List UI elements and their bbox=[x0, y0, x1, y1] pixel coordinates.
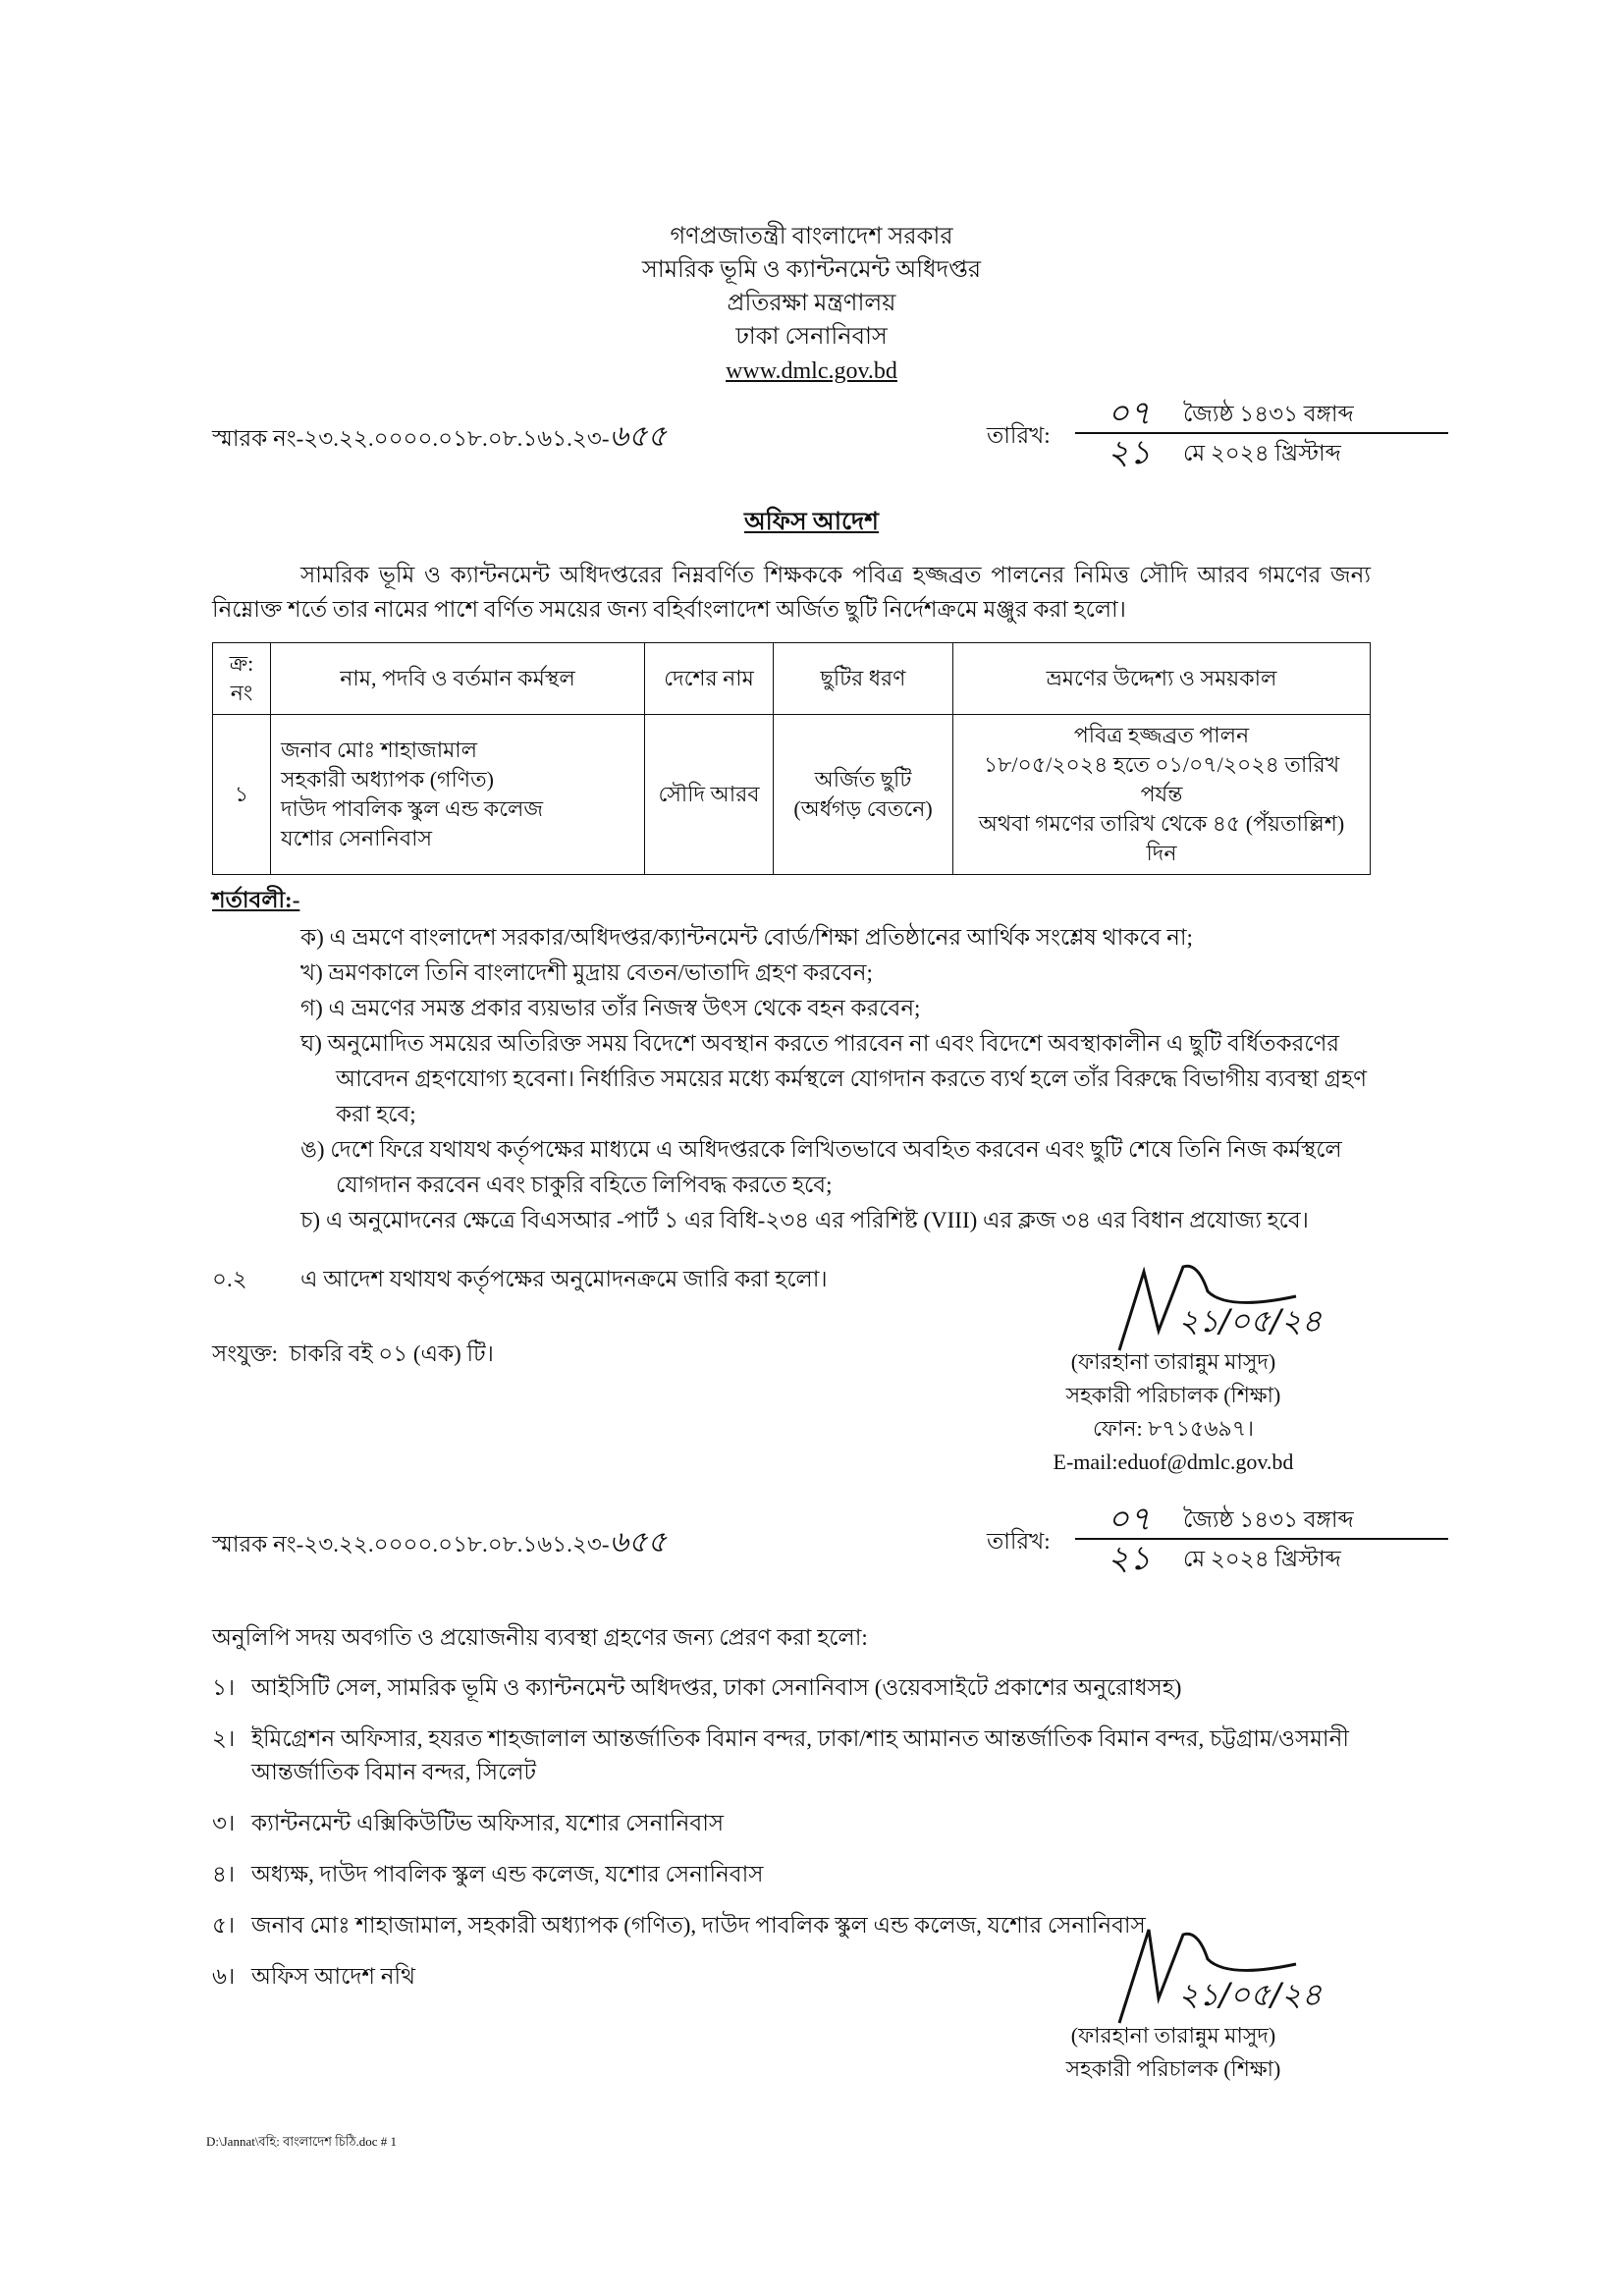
header-line: ঢাকা সেনানিবাস bbox=[735, 324, 888, 350]
signatory-phone: ফোন: ৮৭১৫৬৯৭। bbox=[1092, 1416, 1254, 1441]
handwritten-signature-date: ২১/০৫/২৪ bbox=[1178, 1976, 1323, 2013]
list-item bbox=[212, 1960, 899, 1994]
list-number: ৫। bbox=[212, 1913, 236, 1938]
leave-type: অর্জিত ছুটি bbox=[814, 767, 912, 792]
memo-number-text: স্মারক নং-২৩.২২.০০০০.০১৮.০৮.১৬১.২৩- bbox=[212, 1532, 610, 1557]
handwritten-memo-suffix: ৬৫৫ bbox=[609, 419, 667, 454]
list-item bbox=[212, 1671, 1371, 1705]
condition-item: ঙ) দেশে ফিরে যথাযথ কর্তৃপক্ষের মাধ্যমে এ অধিদপ্তরকে লিখিতভাবে অবহিত করবেন এবং ছুটি শেষে তিনি নিজ কর্মস্থলে যোগদান করবেন এবং চাকুরি বহিতে লিপিবদ্ধ করতে হবে; bbox=[300, 1137, 1342, 1197]
handwritten-day-bengali: ০৭ bbox=[1107, 1500, 1152, 1539]
column-header: দেশের নাম bbox=[645, 643, 774, 715]
header-line: গণপ্রজাতন্ত্রী বাংলাদেশ সরকার bbox=[670, 224, 953, 249]
serial-cell: ১ bbox=[213, 715, 271, 875]
bengali-month-year: জ্যৈষ্ঠ ১৪৩১ বঙ্গাব্দ bbox=[1183, 402, 1354, 426]
period-alt: অথবা গমণের তারিখ থেকে ৪৫ (পঁয়তাল্লিশ) দিন bbox=[978, 811, 1345, 865]
intro-paragraph: সামরিক ভূমি ও ক্যান্টনমেন্ট অধিদপ্তরের নিম্নবর্ণিত শিক্ষককে পবিত্র হজ্জব্রত পালনের নিমিত্ত সৌদি আরব গমণের জন্য নিম্নোক্ত শর্তে তার নামের পাশে বর্ণিত সময়ের জন্য বহির্বাংলাদেশ অর্জিত ছুটি নির্দেশক্রমে মঞ্জুর করা হলো। bbox=[212, 563, 1371, 622]
copy-intro: অনুলিপি সদয় অবগতি ও প্রয়োজনীয় ব্যবস্থা গ্রহণের জন্য প্রেরণ করা হলো: bbox=[212, 1625, 868, 1650]
website-link[interactable]: www.dmlc.gov.bd bbox=[726, 358, 897, 384]
handwritten-day-gregorian: ২১ bbox=[1107, 433, 1152, 472]
list-text: আইসিটি সেল, সামরিক ভূমি ও ক্যান্টনমেন্ট অধিদপ্তর, ঢাকা সেনানিবাস (ওয়েবসাইটে প্রকাশের অনুরোধসহ) bbox=[251, 1675, 1182, 1700]
condition-item: চ) এ অনুমোদনের ক্ষেত্রে বিএসআর -পার্ট ১ এর বিধি-২৩৪ এর পরিশিষ্ট (VIII) এর ক্লজ ৩৪ এর বিধান প্রযোজ্য হবে। bbox=[300, 1208, 1309, 1232]
list-text: ইমিগ্রেশন অফিসার, হযরত শাহজালাল আন্তর্জাতিক বিমান বন্দর, ঢাকা/শাহ আমানত আন্তর্জাতিক বিমান বন্দর, চট্টগ্রাম/ওসমানী আন্তর্জাতিক বিমান বন্দর, সিলেট bbox=[251, 1726, 1349, 1784]
period: ১৮/০৫/২০২৪ হতে ০১/০৭/২০২৪ তারিখ পর্যন্ত bbox=[983, 752, 1340, 806]
column-header: নাম, পদবি ও বর্তমান কর্মস্থল bbox=[271, 643, 645, 715]
employee-designation: সহকারী অধ্যাপক (গণিত) bbox=[281, 767, 494, 792]
memo-number bbox=[212, 420, 667, 455]
list-text: অধ্যক্ষ, দাউদ পাবলিক স্কুল এন্ড কলেজ, যশোর সেনানিবাস bbox=[251, 1862, 764, 1886]
condition-item: গ) এ ভ্রমণের সমস্ত প্রকার ব্যয়ভার তাঁর নিজস্ব উৎস থেকে বহন করবেন; bbox=[300, 996, 921, 1020]
column-header: ছুটির ধরণ bbox=[774, 643, 953, 715]
employee-institution: দাউদ পাবলিক স্কুল এন্ড কলেজ bbox=[281, 796, 544, 821]
list-text: জনাব মোঃ শাহাজামাল, সহকারী অধ্যাপক (গণিত), দাউদ পাবলিক স্কুল এন্ড কলেজ, যশোর সেনানিবাস bbox=[251, 1913, 1146, 1938]
condition-item: খ) ভ্রমণকালে তিনি বাংলাদেশী মুদ্রায় বেতন/ভাতাদি গ্রহণ করবেন; bbox=[300, 960, 873, 985]
date-label: তারিখ: bbox=[987, 1529, 1051, 1554]
column-header: ক্র: নং bbox=[213, 643, 271, 715]
list-item bbox=[212, 1722, 1371, 1789]
table-row bbox=[213, 715, 1371, 875]
handwritten-memo-suffix: ৬৫৫ bbox=[609, 1525, 667, 1559]
order-body bbox=[212, 558, 1371, 1370]
handwritten-day-bengali: ০৭ bbox=[1107, 394, 1152, 433]
employee-name: জনাব মোঃ শাহাজামাল bbox=[281, 738, 478, 762]
list-text: ক্যান্টনমেন্ট এক্সিকিউটিভ অফিসার, যশোর সেনানিবাস bbox=[251, 1811, 725, 1835]
list-number: ৬। bbox=[212, 1964, 236, 1989]
signatory-designation: সহকারী পরিচালক (শিক্ষা) bbox=[1065, 2056, 1281, 2081]
list-number: ৪। bbox=[212, 1862, 236, 1886]
para-text: এ আদেশ যথাযথ কর্তৃপক্ষের অনুমোদনক্রমে জারি করা হলো। bbox=[300, 1267, 828, 1291]
leave-table bbox=[212, 642, 1371, 875]
name-cell bbox=[271, 715, 645, 875]
signatory-name: (ফারহানা তারান্নুম মাসুদ) bbox=[1070, 1349, 1276, 1374]
signatory-name: (ফারহানা তারান্নুম মাসুদ) bbox=[1070, 2023, 1276, 2048]
memo-number-2 bbox=[212, 1526, 667, 1560]
column-header: ভ্রমণের উদ্দেশ্য ও সময়কাল bbox=[953, 643, 1371, 715]
attachment-text: চাকরি বই ০১ (এক) টি। bbox=[289, 1341, 494, 1366]
handwritten-signature-date: ২১/০৫/২৪ bbox=[1178, 1302, 1323, 1339]
list-item bbox=[212, 1858, 1371, 1891]
signature-block bbox=[1021, 1345, 1325, 1479]
condition-item: ক) এ ভ্রমণে বাংলাদেশ সরকার/অধিদপ্তর/ক্যান্টনমেন্ট বোর্ড/শিক্ষা প্রতিষ্ঠানের আর্থিক সংশ্লেষ থাকবে না; bbox=[300, 925, 1193, 950]
gregorian-month-year: মে ২০২৪ খ্রিস্টাব্দ bbox=[1183, 441, 1341, 465]
header-line: সামরিক ভূমি ও ক্যান্টনমেন্ট অধিদপ্তর bbox=[641, 257, 982, 283]
attachment bbox=[212, 1339, 801, 1370]
date-label: তারিখ: bbox=[987, 423, 1051, 448]
list-item bbox=[212, 1807, 1371, 1840]
list-number: ৩। bbox=[212, 1811, 236, 1835]
bengali-month-year: জ্যৈষ্ঠ ১৪৩১ বঙ্গাব্দ bbox=[1183, 1507, 1354, 1532]
employee-location: যশোর সেনানিবাস bbox=[281, 826, 433, 850]
purpose-cell bbox=[953, 715, 1371, 875]
table-header-row bbox=[213, 643, 1371, 715]
list-number: ১। bbox=[212, 1675, 236, 1700]
date-block-2 bbox=[1075, 1500, 1507, 1578]
page-title: অফিস আদেশ bbox=[744, 509, 879, 535]
letterhead bbox=[0, 220, 1623, 389]
leave-type-cell bbox=[774, 715, 953, 875]
country-cell: সৌদি আরব bbox=[645, 715, 774, 875]
list-number: ২। bbox=[212, 1726, 236, 1751]
handwritten-day-gregorian: ২১ bbox=[1107, 1539, 1152, 1578]
attachment-label: সংযুক্ত: bbox=[212, 1341, 279, 1366]
condition-item: ঘ) অনুমোদিত সময়ের অতিরিক্ত সময় বিদেশে অবস্থান করতে পারবেন না এবং বিদেশে অবস্থাকালীন এ ছুটি বর্ধিতকরণের আবেদন গ্রহণযোগ্য হবেনা। নির্ধারিত সময়ের মধ্যে কর্মস্থলে যোগদান করতে ব্যর্থ হলে তাঁর বিরুদ্ধে বিভাগীয় ব্যবস্থা গ্রহণ করা হবে; bbox=[300, 1031, 1367, 1126]
gregorian-month-year: মে ২০২৪ খ্রিস্টাব্দ bbox=[1183, 1547, 1341, 1571]
leave-pay: (অর্ধগড় বেতনে) bbox=[793, 796, 933, 821]
conditions-heading: শর্তাবলী:- bbox=[212, 888, 300, 912]
signatory-designation: সহকারী পরিচালক (শিক্ষা) bbox=[1065, 1383, 1281, 1407]
file-path-footer: D:\Jannat\বহি: বাংলাদেশ চিঠি.doc # 1 bbox=[206, 2134, 398, 2149]
para-number: ০.২ bbox=[212, 1267, 247, 1291]
purpose: পবিত্র হজ্জব্রত পালন bbox=[1073, 723, 1250, 747]
memo-number-text: স্মারক নং-২৩.২২.০০০০.০১৮.০৮.১৬১.২৩- bbox=[212, 426, 610, 451]
header-line: প্রতিরক্ষা মন্ত্রণালয় bbox=[727, 291, 896, 316]
signature-block-2 bbox=[1021, 2019, 1325, 2086]
signatory-email[interactable]: E-mail:eduof@dmlc.gov.bd bbox=[1053, 1449, 1294, 1474]
conditions-list bbox=[300, 920, 1371, 1238]
date-block bbox=[1075, 394, 1507, 472]
list-text: অফিস আদেশ নথি bbox=[251, 1964, 415, 1989]
